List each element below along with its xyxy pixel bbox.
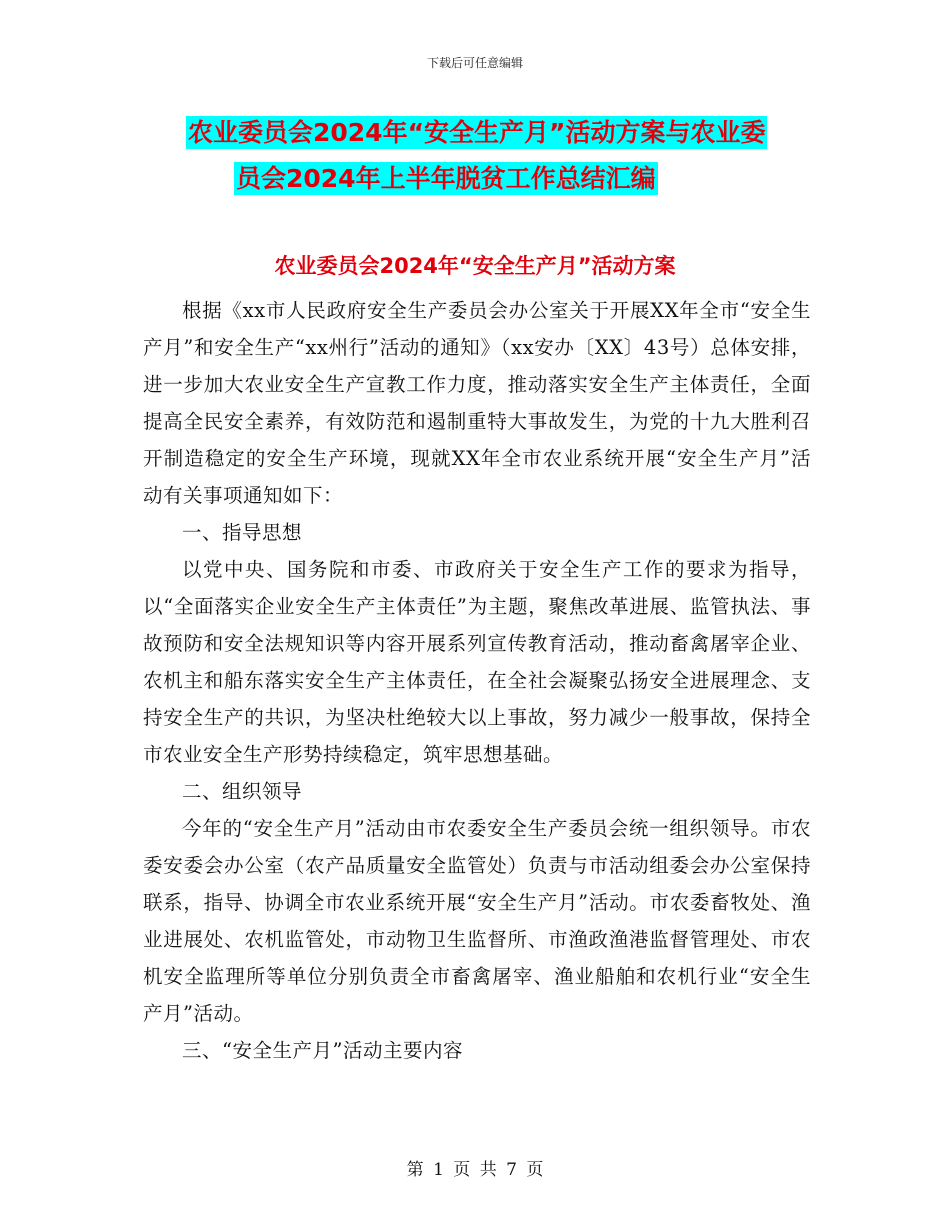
organization-paragraph: 今年的“安全生产月”活动由市农委安全生产委员会统一组织领导。市农委安委会办公室（农产品质量安全监管处）负责与市活动组委会办公室保持联系，指导、协调全市农业系统开展“安全生产月”活动。市农委畜牧处、渔业进展处、农机监管处，市动物卫生监督所、市渔政渔港监督管理处、市农机安全监理所等单位分别负责全市畜禽屠宰、渔业船舶和农机行业“安全生产月”活动。 <box>143 817 811 1025</box>
page-number: 第 1 页 共 7 页 <box>406 1160 544 1180</box>
heading-guiding-ideology: 一、指导思想 <box>182 521 303 544</box>
document-body <box>143 292 811 1069</box>
header-note: 下载后可任意编辑 <box>426 56 523 70</box>
title-line-2: 员会2024年上半年脱贫工作总结汇编 <box>236 164 656 193</box>
document-title <box>186 110 816 202</box>
heading-organization: 二、组织领导 <box>182 780 303 803</box>
intro-paragraph: 根据《xx市人民政府安全生产委员会办公室关于开展XX年全市“安全生产月”和安全生产“xx州行”活动的通知》（xx安办〔XX〕43号）总体安排，进一步加大农业安全生产宣教工作力度，推动落实安全生产主体责任，全面提高全民安全素养，有效防范和遏制重特大事故发生，为党的十九大胜利召开制造稳定的安全生产环境，现就XX年全市农业系统开展“安全生产月”活动有关事项通知如下： <box>143 299 811 507</box>
guiding-ideology-paragraph: 以党中央、国务院和市委、市政府关于安全生产工作的要求为指导，以“全面落实企业安全生产主体责任”为主题，聚焦改革进展、监管执法、事故预防和安全法规知识等内容开展系列宣传教育活动，推动畜禽屠宰企业、农机主和船东落实安全生产主体责任，在全社会凝聚弘扬安全进展理念、支持安全生产的共识，为坚决杜绝较大以上事故，努力减少一般事故，保持全市农业安全生产形势持续稳定，筑牢思想基础。 <box>143 558 811 766</box>
title-line-1: 农业委员会2024年“安全生产月”活动方案与农业委 <box>188 118 766 147</box>
heading-main-content: 三、“安全生产月”活动主要内容 <box>182 1039 463 1062</box>
section-title: 农业委员会2024年“安全生产月”活动方案 <box>274 254 676 278</box>
